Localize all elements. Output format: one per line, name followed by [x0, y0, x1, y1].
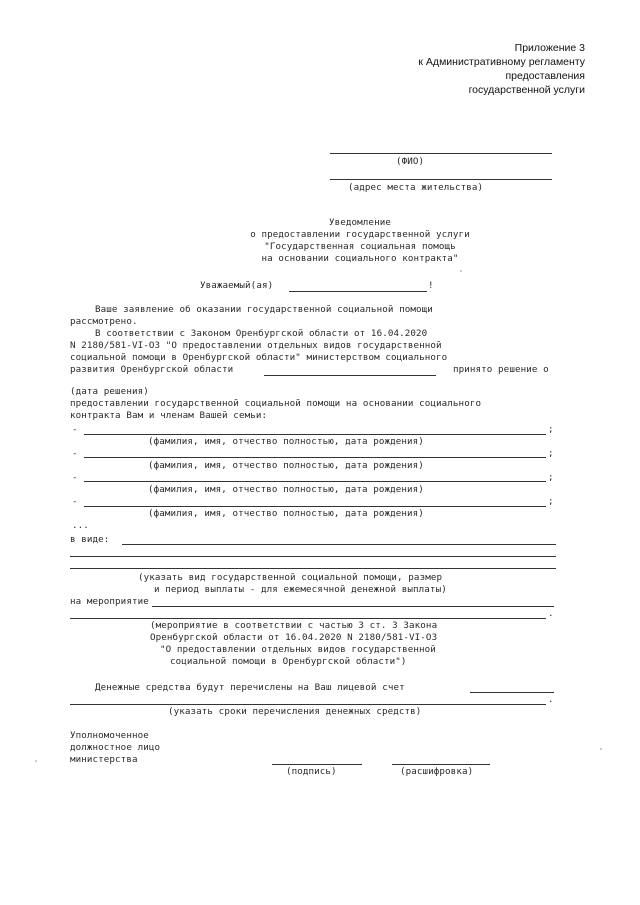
family-line-4: [84, 506, 546, 507]
decoding-caption: (расшифровка): [400, 766, 474, 777]
family-semicolon-2: ;: [548, 448, 554, 459]
heading-line-2: о предоставлении государственной услуги: [250, 229, 470, 240]
family-semicolon-1: ;: [548, 424, 554, 435]
decision-date-caption: (дата решения): [70, 386, 149, 397]
form-caption-1: (указать вид государственной социальной помощи, размер: [138, 572, 443, 583]
heading-line-1: Уведомление: [329, 217, 391, 228]
payment-end-mark: .: [548, 694, 554, 705]
payment-account-line: [470, 692, 554, 693]
signature-caption: (подпись): [286, 766, 337, 777]
family-caption-4: (фамилия, имя, отчество полностью, дата рождения): [148, 508, 424, 519]
family-dash-4: -: [72, 496, 78, 507]
family-caption-3: (фамилия, имя, отчество полностью, дата рождения): [148, 484, 424, 495]
p3-line-2: контракта Вам и членам Вашей семьи:: [70, 410, 268, 421]
address-caption: (адрес места жительства): [348, 182, 484, 193]
payment-terms-line: [70, 704, 546, 705]
family-dash-1: -: [72, 424, 78, 435]
p2-line-3: социальной помощи в Оренбургской области" министерством социального: [70, 352, 448, 363]
greeting-suffix: !: [428, 280, 434, 291]
scan-speck: [600, 748, 602, 750]
activity-label: на мероприятие: [70, 596, 149, 607]
greeting-prefix: Уважаемый(ая): [200, 280, 274, 291]
activity-caption-1: (мероприятие в соответствии с частью 3 ст. 3 Закона: [150, 620, 438, 631]
family-semicolon-3: ;: [548, 472, 554, 483]
family-semicolon-4: ;: [548, 496, 554, 507]
address-line: [330, 179, 552, 180]
form-line-3: [70, 568, 556, 569]
form-line-1: [122, 544, 556, 545]
p2-line-4-suffix: принято решение о: [453, 364, 549, 375]
activity-caption-3: "О предоставлении отдельных видов государственной: [160, 644, 436, 655]
family-caption-1: (фамилия, имя, отчество полностью, дата рождения): [148, 436, 424, 447]
payment-text: Денежные средства будут перечислены на Ваш лицевой счет: [95, 682, 405, 693]
official-line-3: министерства: [70, 754, 138, 765]
activity-caption-4: социальной помощи в Оренбургской области"): [170, 656, 407, 667]
family-dash-3: -: [72, 472, 78, 483]
fio-line: [330, 153, 552, 154]
official-line-1: Уполномоченное: [70, 730, 149, 741]
p2-line-1: В соответствии с Законом Оренбургской области от 16.04.2020: [95, 328, 428, 339]
p3-line-1: предоставлении государственной социальной помощи на основании социального: [70, 398, 482, 409]
p1-line-2: рассмотрено.: [70, 316, 138, 327]
family-line-1: [84, 434, 546, 435]
form-line-2: [70, 556, 556, 557]
form-label: в виде:: [70, 534, 110, 545]
family-dash-2: -: [72, 448, 78, 459]
p2-line-4-prefix: развития Оренбургской области: [70, 364, 234, 375]
family-ellipsis: ...: [72, 520, 89, 531]
heading-line-4: на основании социального контракта": [261, 253, 459, 264]
p1-line-1: Ваше заявление об оказании государственной социальной помощи: [95, 304, 433, 315]
activity-line-2: [70, 618, 546, 619]
activity-end-mark: .: [548, 608, 554, 619]
decision-date-line: [264, 375, 436, 376]
scan-speck: [460, 270, 462, 272]
family-line-3: [84, 481, 546, 482]
signature-line: [272, 764, 362, 765]
activity-line-1: [152, 606, 554, 607]
decoding-line: [392, 764, 490, 765]
p2-line-2: N 2180/581-VI-ОЗ "О предоставлении отдельных видов государственной: [70, 340, 442, 351]
official-line-2: должностное лицо: [70, 742, 161, 753]
activity-caption-2: Оренбургской области от 16.04.2020 N 2180/581-VI-ОЗ: [150, 632, 438, 643]
heading-line-3: "Государственная социальная помощь: [264, 241, 456, 252]
payment-caption: (указать сроки перечисления денежных средств): [168, 706, 422, 717]
family-line-2: [84, 457, 546, 458]
fio-caption: (ФИО): [396, 156, 425, 167]
appendix-line-4: государственной услуги: [468, 84, 585, 96]
appendix-line-2: к Административному регламенту: [418, 56, 585, 68]
appendix-line-3: предоставления: [505, 70, 585, 82]
scan-speck: [35, 760, 37, 762]
appendix-line-1: Приложение 3: [514, 42, 585, 54]
greeting-name-line: [289, 291, 427, 292]
family-caption-2: (фамилия, имя, отчество полностью, дата рождения): [148, 460, 424, 471]
form-caption-2: и период выплаты - для ежемесячной денежной выплаты): [154, 584, 447, 595]
